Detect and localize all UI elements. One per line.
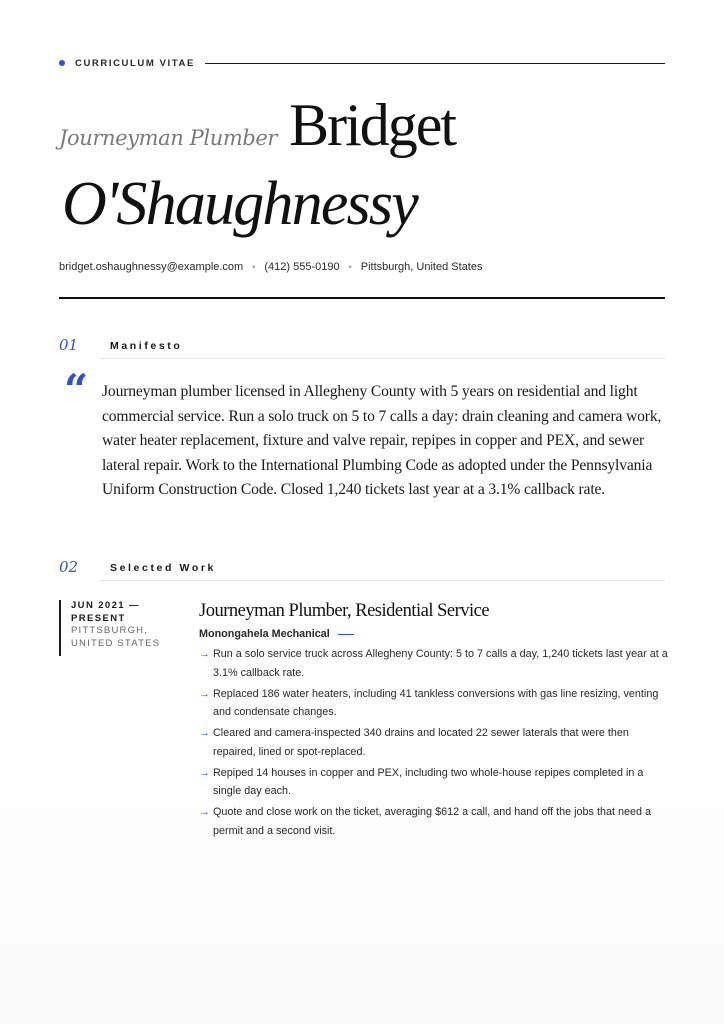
contact-separator: • [252, 262, 256, 272]
cv-label-row [59, 57, 665, 69]
section-divider [100, 580, 665, 581]
list-item [199, 724, 669, 761]
contact-separator: • [348, 262, 352, 272]
email-link[interactable]: bridget.oshaughnessy@example.com [59, 261, 244, 273]
section-header-work [59, 558, 665, 582]
section-title: Manifesto [110, 340, 183, 352]
arrow-right-icon: → [199, 687, 210, 700]
location: Pittsburgh, United States [360, 261, 483, 273]
list-item [199, 685, 669, 722]
job-title: Journeyman Plumber, Residential Service [199, 601, 490, 621]
last-name: O'Shaughnessy [62, 170, 417, 238]
section-number: 02 [59, 558, 79, 576]
section-header-manifesto [59, 336, 665, 360]
manifesto-text: Journeyman plumber licensed in Allegheny County with 5 years on residential and light commercial service. Run a solo truck on 5 to 7 calls a day: drain cleaning and camera work, water heater replacement, fixture and valve repair, repipes in copper and PEX, and sewer lateral repair. Work to the International Plumbing Code as adopted under the Pennsylvania Uniform Construction Code. Closed 1,240 tickets last year at a 3.1% callback rate. [102, 383, 662, 499]
company-name: Monongahela Mechanical [199, 628, 330, 640]
job-meta [59, 600, 179, 656]
section-divider [100, 358, 665, 359]
job-location-country: UNITED STATES [71, 637, 161, 649]
arrow-right-icon: → [199, 727, 210, 740]
company-dash [338, 634, 354, 635]
list-item [199, 764, 669, 801]
accent-dot-icon [59, 60, 65, 66]
arrow-right-icon: → [199, 766, 210, 779]
header-divider [59, 297, 665, 299]
job-role: Journeyman Plumber [59, 126, 278, 150]
company-row [199, 627, 669, 641]
list-item [199, 803, 669, 840]
quote-icon: “ [64, 365, 89, 414]
section-title: Selected Work [110, 562, 216, 574]
job-dates-start: JUN 2021 — [71, 600, 140, 611]
contact-row [59, 261, 482, 273]
job-bullets [199, 645, 669, 840]
bullet-text: Quote and close work on the ticket, averaging $612 a call, and hand off the jobs that need a permit and a second visit. [213, 806, 651, 837]
cv-label: CURRICULUM VITAE [75, 57, 195, 69]
section-number: 01 [59, 336, 79, 354]
bullet-text: Run a solo service truck across Allegheny County: 5 to 7 calls a day, 1,240 tickets last year at a 3.1% callback rate. [213, 648, 668, 679]
job-dates-end: PRESENT [71, 612, 126, 624]
bullet-text: Replaced 186 water heaters, including 41 tankless conversions with gas line resizing, venting and condensate changes. [213, 687, 659, 719]
bullet-text: Cleared and camera-inspected 340 drains and located 22 sewer laterals that were then repaired, lined or spot-replaced. [213, 727, 629, 758]
arrow-right-icon: → [199, 806, 210, 819]
cv-label-rule [205, 63, 665, 64]
name-line-1 [59, 94, 455, 156]
first-name: Bridget [289, 92, 456, 158]
bullet-text: Repiped 14 houses in copper and PEX, including two whole-house repipes completed in a single day each. [213, 766, 644, 798]
job-entry [199, 600, 669, 843]
list-item [199, 645, 669, 682]
job-location-city: PITTSBURGH, [71, 625, 149, 636]
arrow-right-icon: → [199, 648, 210, 660]
phone-number[interactable]: (412) 555-0190 [264, 261, 340, 273]
